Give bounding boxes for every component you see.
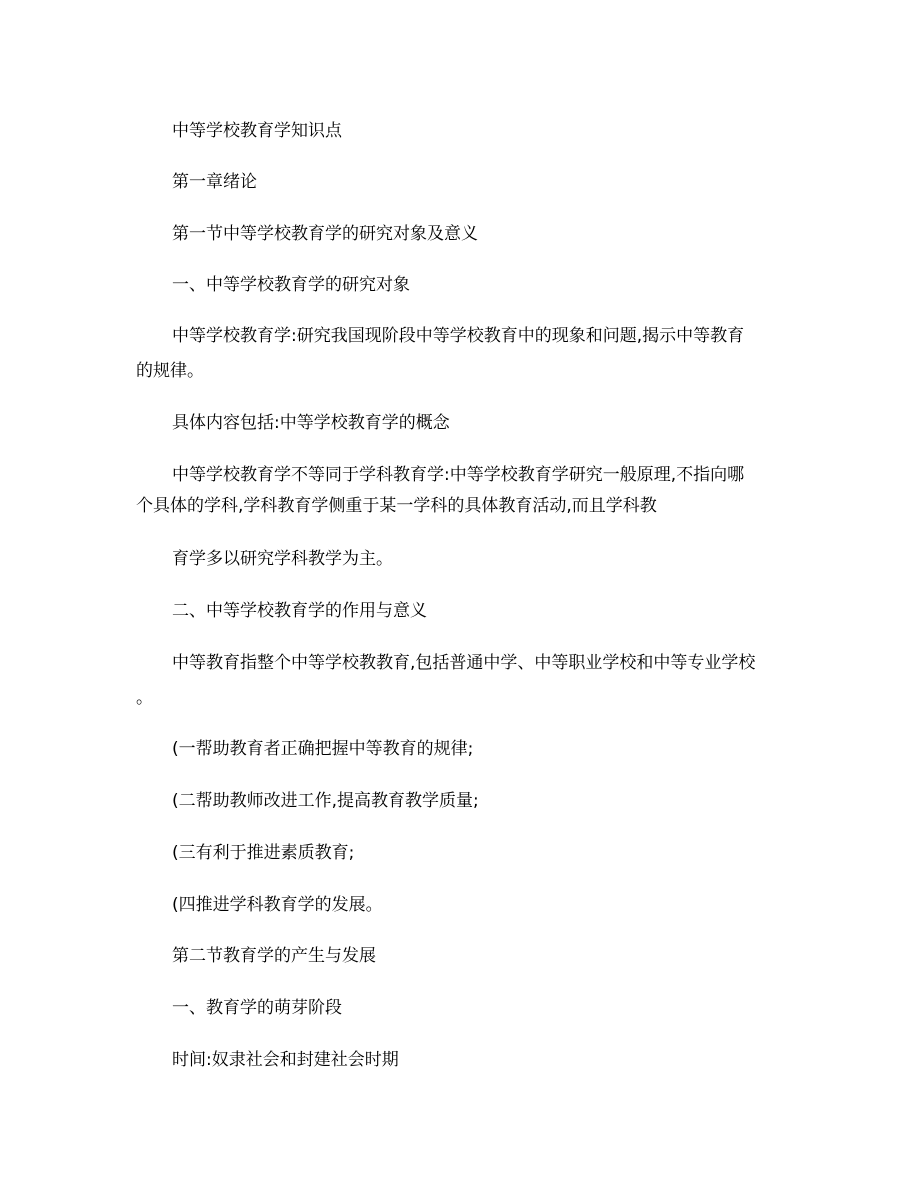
paragraph-line: 中等学校教育学:研究我国现阶段中等学校教育中的现象和问题,揭示中等教育: [172, 326, 745, 346]
paragraph-line: 时间:奴隶社会和封建社会时期: [172, 1050, 399, 1070]
subsection-heading: 一、中等学校教育学的研究对象: [172, 275, 410, 295]
paragraph-line: 育学多以研究学科教学为主。: [172, 549, 393, 569]
section-heading: 第二节教育学的产生与发展: [172, 946, 376, 966]
paragraph-line: 中等学校教育学不等同于学科教育学:中等学校教育学研究一般原理,不指向哪: [172, 465, 745, 485]
section-heading: 第一节中等学校教育学的研究对象及意义: [172, 224, 478, 244]
paragraph-line: 的规律。: [136, 361, 204, 381]
chapter-heading: 第一章绪论: [172, 172, 257, 192]
list-item: (一帮助教育者正确把握中等教育的规律;: [172, 739, 474, 759]
list-item: (三有利于推进素质教育;: [172, 843, 355, 863]
list-item: (四推进学科教育学的发展。: [172, 895, 383, 915]
document-title: 中等学校教育学知识点: [172, 121, 342, 141]
paragraph-line: 具体内容包括:中等学校教育学的概念: [172, 413, 450, 433]
subsection-heading: 二、中等学校教育学的作用与意义: [172, 601, 427, 621]
subsection-heading: 一、教育学的萌芽阶段: [172, 998, 342, 1018]
list-item: (二帮助教师改进工作,提高教育教学质量;: [172, 791, 479, 811]
paragraph-line: 。: [136, 688, 153, 708]
paragraph-line: 个具体的学科,学科教育学侧重于某一学科的具体教育活动,而且学科教: [136, 496, 657, 516]
paragraph-line: 中等教育指整个中等学校教教育,包括普通中学、中等职业学校和中等专业学校: [172, 653, 756, 673]
